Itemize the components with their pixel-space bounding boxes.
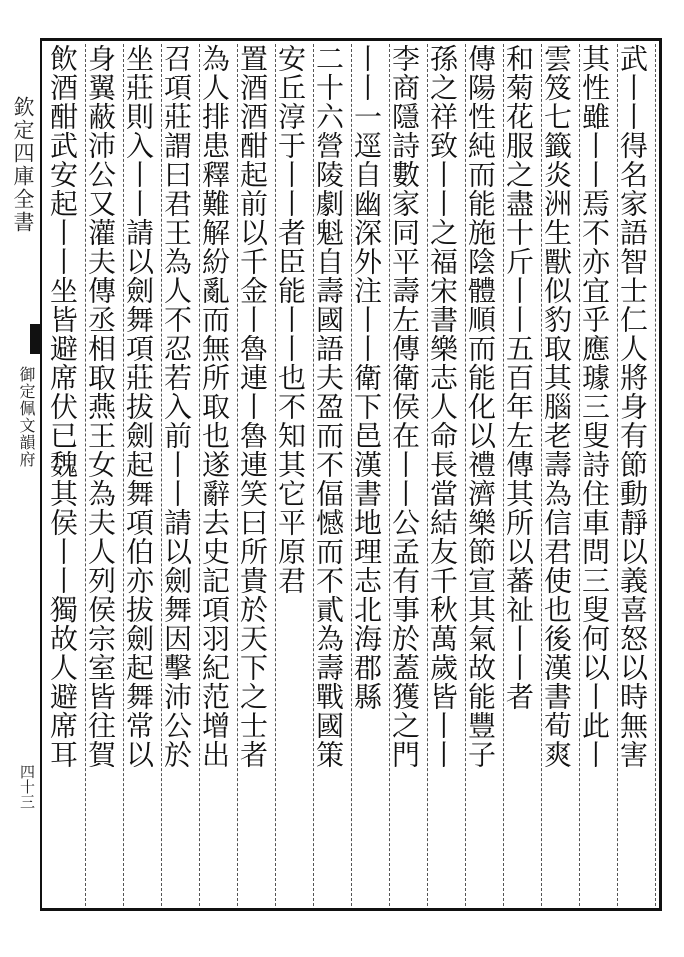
column-text: 坐莊則入丨丨請以劍舞項莊拔劍起舞項伯亦拔劍起舞常以 bbox=[122, 44, 155, 769]
column-text: 傳陽性純而能施陰體順而能化以禮濟樂節宣其氣故能豐子 bbox=[464, 44, 497, 769]
column-text: 身翼蔽沛公又灌夫傳丞相取燕王女為夫人列侯宗室皆往賀 bbox=[84, 44, 117, 769]
fishtail-mark bbox=[30, 324, 42, 354]
page-margin bbox=[0, 38, 40, 911]
text-column bbox=[234, 44, 270, 906]
text-column bbox=[424, 44, 460, 906]
text-column bbox=[196, 44, 232, 906]
column-text: 丨丨一逕自幽深外注丨丨衛下邑漢書地理志北海郡縣 bbox=[350, 44, 383, 711]
column-text: 置酒酒酣起前以千金丨魯連丨魯連笑曰所貴於天下之士者 bbox=[236, 44, 269, 769]
text-column bbox=[44, 44, 80, 906]
column-text: 和菊花服之盡十斤丨丨五百年左傳其所以蕃祉丨丨者 bbox=[502, 44, 535, 711]
column-text: 飲酒酣武安起丨丨坐皆避席伏已魏其侯丨丨獨故人避席耳 bbox=[46, 44, 79, 769]
page-number: 四十三 bbox=[18, 764, 36, 809]
column-text: 李商隱詩數家同平壽左傳衛侯在丨丨公孟有事於蓋獲之門 bbox=[388, 44, 421, 769]
text-column bbox=[348, 44, 384, 906]
column-text: 雲笈七籤炎洲生獸似豹取其腦老壽為信君使也後漢書荀爽 bbox=[540, 44, 573, 769]
text-column bbox=[272, 44, 308, 906]
column-text: 二十六營陵劇魁自壽國語夫盈而不偪憾而不貳為壽戰國策 bbox=[312, 44, 345, 769]
column-text: 武丨丨得名家語智士仁人將身有節動靜以義喜怒以時無害 bbox=[616, 44, 649, 769]
column-text: 為人排患釋難解紛亂而無所取也遂辭去史記項羽紀范增出 bbox=[198, 44, 231, 769]
text-column bbox=[462, 44, 498, 906]
column-text: 安丘淳于丨丨者臣能丨丨也不知其它平原君 bbox=[274, 44, 307, 595]
text-column bbox=[576, 44, 612, 906]
text-column bbox=[310, 44, 346, 906]
text-column bbox=[386, 44, 422, 906]
text-column bbox=[120, 44, 156, 906]
column-text: 召項莊謂曰君王為人不忍若入前丨丨請以劍舞因擊沛公於 bbox=[160, 44, 193, 769]
column-text: 孫之祥致丨丨之福宋書樂志人命長當結友千秋萬歲皆丨丨 bbox=[426, 44, 459, 769]
text-column bbox=[82, 44, 118, 906]
text-column bbox=[614, 44, 650, 906]
frame-right-border bbox=[659, 38, 662, 911]
frame-top-border bbox=[40, 38, 662, 41]
text-column bbox=[538, 44, 574, 906]
book-title: 欽定四庫全書 bbox=[11, 96, 35, 234]
column-text: 其性雖丨丨焉不亦宜乎應璩三叟詩住車問三叟何以丨此丨 bbox=[578, 44, 611, 769]
frame-bottom-border bbox=[40, 908, 662, 911]
text-column bbox=[500, 44, 536, 906]
frame-left-border bbox=[40, 38, 42, 911]
text-column bbox=[158, 44, 194, 906]
section-title: 御定佩文韻府 bbox=[17, 366, 36, 468]
